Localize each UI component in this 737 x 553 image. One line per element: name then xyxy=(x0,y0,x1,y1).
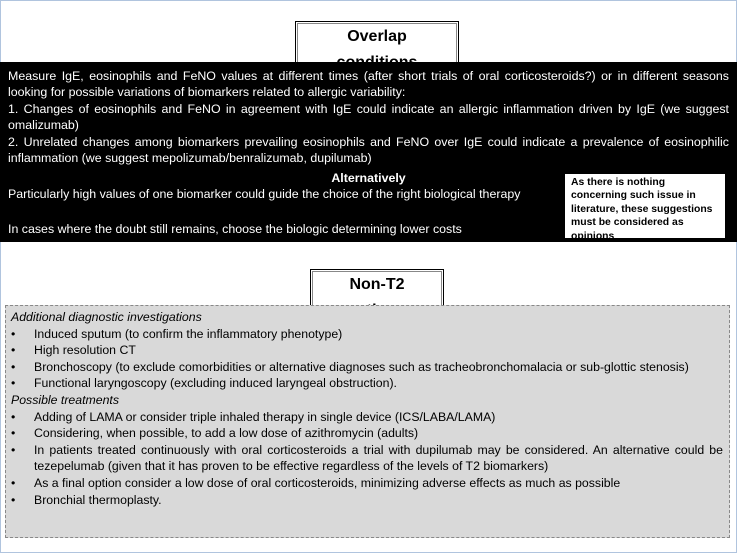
overlap-paragraph-1: Measure IgE, eosinophils and FeNO values at different times (after short trials of oral corticosteroids?) or in different seasons looking for possible variations of biomarkers related to allergic variability: xyxy=(8,69,729,100)
bullet-icon: • xyxy=(11,426,16,441)
list-item-text: Bronchoscopy (to exclude comorbidities or alternative diagnoses such as tracheobronchomalacia or sub-glottic stenosis) xyxy=(34,359,689,374)
list-item xyxy=(6,326,729,343)
non-t2-title: Non-T2 xyxy=(312,271,442,325)
list-item xyxy=(6,342,729,359)
diagnostics-list xyxy=(6,326,729,392)
list-item xyxy=(6,425,729,442)
alternatively-heading: Alternatively xyxy=(331,171,406,185)
list-item xyxy=(6,359,729,376)
overlap-title: Overlap xyxy=(297,23,457,77)
list-item xyxy=(6,409,729,426)
list-item xyxy=(6,492,729,509)
overlap-paragraph-3: 2. Unrelated changes among biomarkers prevailing eosinophils and FeNO over IgE could indicate a prevalence of eosinophilic inflammation (we suggest mepolizumab/benralizumab, dupilumab) xyxy=(8,135,729,166)
bullet-icon: • xyxy=(11,359,16,374)
opinion-note: As there is nothing concerning such issue in literature, these suggestions must be considered as opinions xyxy=(565,174,725,238)
bullet-icon: • xyxy=(11,492,16,507)
bullet-icon: • xyxy=(11,442,16,457)
list-item xyxy=(6,442,729,475)
list-item-text: In patients treated continuously with oral corticosteroids a trial with dupilumab may be considered. An alternative could be tezepelumab (given that it has proven to be effective regardless of the levels of T2 biomarkers) xyxy=(34,442,723,474)
diagnostics-heading: Additional diagnostic investigations xyxy=(11,310,202,324)
treatments-list xyxy=(6,409,729,509)
bullet-icon: • xyxy=(11,343,16,358)
bullet-icon: • xyxy=(11,475,16,490)
list-item-text: Induced sputum (to confirm the inflammatory phenotype) xyxy=(34,326,343,341)
list-item-text: Functional laryngoscopy (excluding induced laryngeal obstruction). xyxy=(34,376,397,391)
overlap-paragraph-2: 1. Changes of eosinophils and FeNO in agreement with IgE could indicate an allergic inflammation driven by IgE (we suggest omalizumab) xyxy=(8,102,729,133)
list-item-text: Adding of LAMA or consider triple inhaled therapy in single device (ICS/LABA/LAMA) xyxy=(34,409,496,424)
bullet-icon: • xyxy=(11,376,16,391)
list-item-text: Bronchial thermoplasty. xyxy=(34,492,162,507)
non-t2-panel xyxy=(5,305,730,538)
overlap-paragraph-4: Particularly high values of one biomarker could guide the choice of the right biological therapy xyxy=(8,187,521,201)
treatments-heading: Possible treatments xyxy=(11,392,119,407)
list-item xyxy=(6,475,729,492)
bullet-icon: • xyxy=(11,409,16,424)
list-item-text: Considering, when possible, to add a low dose of azithromycin (adults) xyxy=(34,426,419,441)
list-item xyxy=(6,375,729,392)
list-item-text: High resolution CT xyxy=(34,343,136,358)
bullet-icon: • xyxy=(11,326,16,341)
overlap-paragraph-5: In cases where the doubt still remains, choose the biologic determining lower costs xyxy=(8,222,462,236)
list-item-text: As a final option consider a low dose of oral corticosteroids, minimizing adverse effects as much as possible xyxy=(34,475,621,490)
